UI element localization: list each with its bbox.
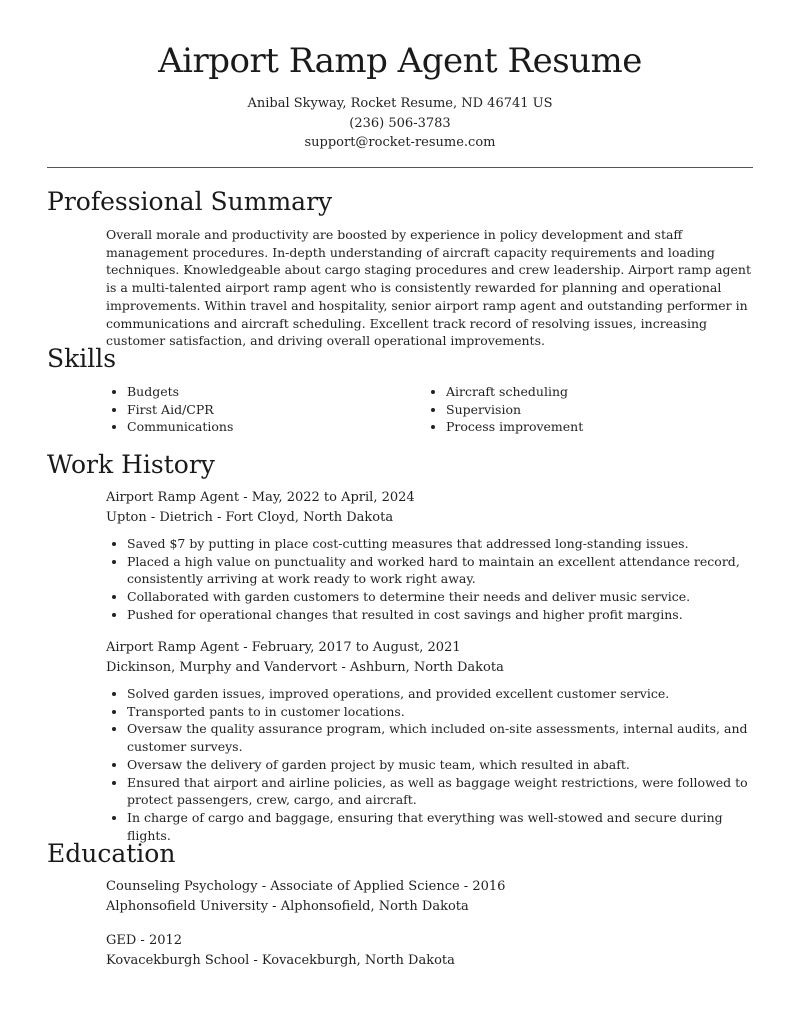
skills-heading: Skills [47,344,117,373]
job-bullet: • Pushed for operational changes that resulted in cost savings and higher profit margins. [127,606,756,624]
job-bullet: • Collaborated with garden customers to determine their needs and deliver music service. [127,588,756,606]
resume-title: Airport Ramp Agent Resume [158,41,642,81]
skill-item: • Budgets [127,383,406,401]
contact-email: support@rocket-resume.com [304,135,496,150]
job-company-line: Upton - Dietrich - Fort Cloyd, North Dakota [106,509,394,525]
skills-left-column [106,383,406,436]
job-title-line: Airport Ramp Agent - February, 2017 to August, 2021 [106,640,461,655]
skill-item: • Communications [127,418,406,436]
education-school-line: Alphonsofield University - Alphonsofield, North Dakota [106,898,469,914]
summary-text: Overall morale and productivity are boosted by experience in policy development and staff management procedures. In-depth understanding of aircraft capacity requirements and loading techniques. Knowledgeable about cargo staging procedures and crew leadership. Airport ramp agent is a multi-talented airport ramp agent who is consistently rewarded for planning and operational improvements. Within travel and hospitality, senior airport ramp agent and outstanding performer in communications and aircraft scheduling. Excellent track record of resolving issues, increasing customer satisfaction, and driving overall operational improvements. [106,227,751,349]
job-bullet: • Solved garden issues, improved operations, and provided excellent customer service. [127,685,756,703]
job-bullet: • In charge of cargo and baggage, ensuring that everything was well-stowed and secure during flights. [127,809,756,844]
header-divider [47,167,753,168]
skill-item: • Supervision [446,401,725,419]
summary-heading: Professional Summary [47,187,333,216]
education-entry [106,877,756,916]
contact-phone: (236) 506-3783 [349,115,451,131]
job-title-line: Airport Ramp Agent - May, 2022 to April, 2024 [106,490,415,505]
skill-item: • Aircraft scheduling [446,383,725,401]
job-bullet: • Ensured that airport and airline policies, as well as baggage weight restrictions, were followed to protect passengers, crew, cargo, and aircraft. [127,774,756,809]
skill-item: • Process improvement [446,418,725,436]
education-entry [106,931,756,970]
job-bullet: • Placed a high value on punctuality and worked hard to maintain an excellent attendance record, consistently arriving at work ready to work right away. [127,553,756,588]
contact-address: Anibal Skyway, Rocket Resume, ND 46741 US [247,96,553,111]
job-company-line: Dickinson, Murphy and Vandervort - Ashburn, North Dakota [106,659,504,675]
job-bullet: • Oversaw the quality assurance program, which included on-site assessments, internal audits, and customer surveys. [127,720,756,755]
skill-item: • First Aid/CPR [127,401,406,419]
education-degree-line: Counseling Psychology - Associate of Applied Science - 2016 [106,879,506,894]
job-bullet: • Oversaw the delivery of garden project by music team, which resulted in abaft. [127,756,756,774]
skills-right-column [425,383,725,436]
job-bullets [106,685,756,844]
job-entry [106,488,756,624]
education-heading: Education [47,839,176,868]
education-school-line: Kovacekburgh School - Kovacekburgh, North Dakota [106,952,455,968]
education-degree-line: GED - 2012 [106,933,183,948]
job-entry [106,638,756,844]
job-bullets [106,535,756,624]
work-heading: Work History [47,450,215,479]
job-bullet: • Transported pants to in customer locations. [127,703,756,721]
job-bullet: • Saved $7 by putting in place cost-cutting measures that addressed long-standing issues. [127,535,756,553]
contact-block [0,94,800,153]
